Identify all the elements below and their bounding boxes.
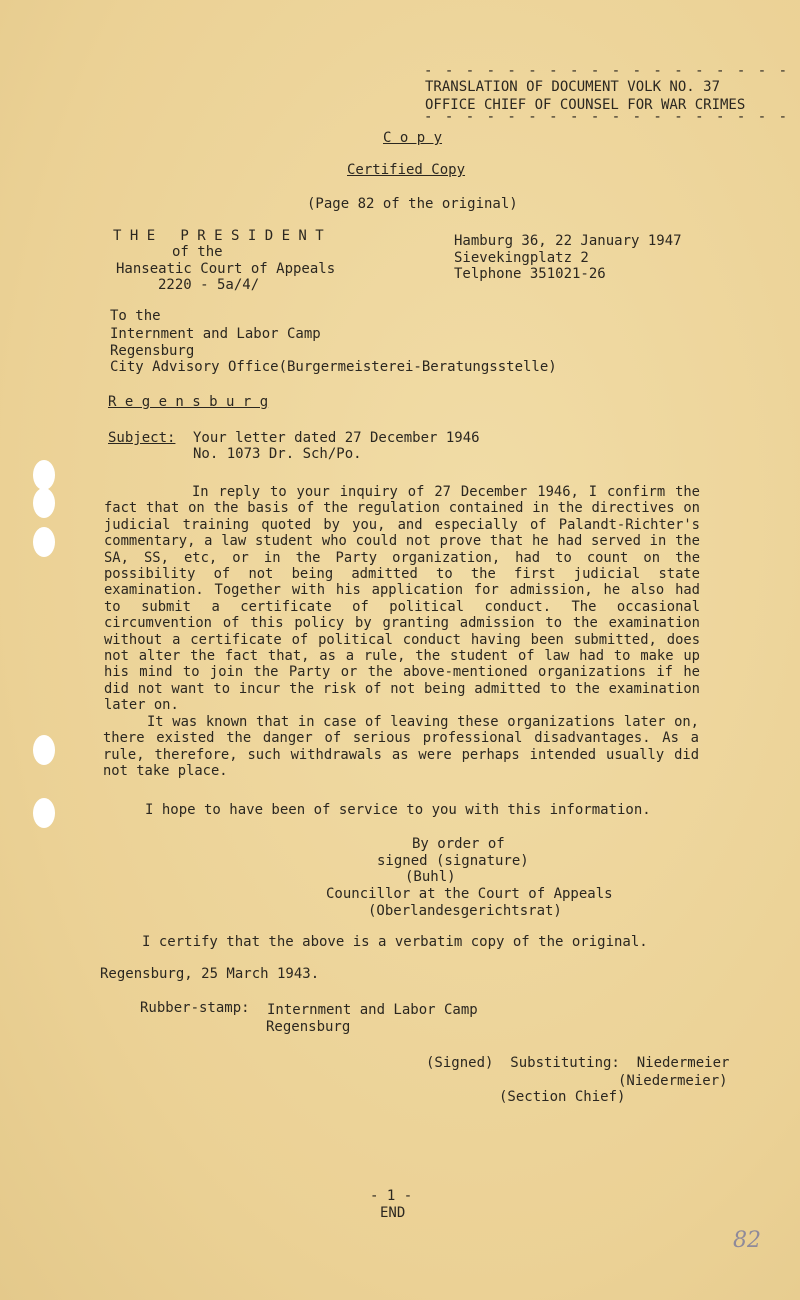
certification-place-date: Regensburg, 25 March 1943. <box>100 966 320 982</box>
signed-line-3: (Section Chief) <box>499 1089 626 1105</box>
city-heading: R e g e n s b u r g <box>108 394 269 410</box>
end-marker: END <box>380 1205 406 1221</box>
header-dash-top: - - - - - - - - - - - - - - - - - - <box>424 63 790 79</box>
sender-line-3: Hanseatic Court of Appeals <box>116 261 336 277</box>
handwritten-page-number: 82 <box>733 1228 761 1253</box>
signature-line-3: (Buhl) <box>405 869 456 885</box>
stamp-line-2: Regensburg <box>266 1019 351 1035</box>
stamp-label: Rubber-stamp: <box>140 1000 250 1016</box>
subject-line-2: No. 1073 Dr. Sch/Po. <box>193 446 362 462</box>
stamp-line-1: Internment and Labor Camp <box>267 1002 478 1018</box>
sender-line-4: 2220 - 5a/4/ <box>158 277 260 293</box>
subject-line-1: Your letter dated 27 December 1946 <box>193 430 480 446</box>
copy-label: C o p y <box>383 130 443 146</box>
recipient-line-3: Regensburg <box>110 343 195 359</box>
signature-line-2: signed (signature) <box>377 853 529 869</box>
place-date-line-1: Hamburg 36, 22 January 1947 <box>454 233 682 249</box>
page-reference: (Page 82 of the original) <box>307 196 518 212</box>
signature-line-4: Councillor at the Court of Appeals <box>326 886 613 902</box>
body-paragraph-2: It was known that in case of leaving these organizations later on, there existed the danger of serious professional disadvantages. As a rule, therefore, such withdrawals as were perhaps intended usually did not take place. <box>103 714 699 780</box>
certified-copy-label: Certified Copy <box>347 162 466 178</box>
signature-line-5: (Oberlandesgerichtsrat) <box>368 903 562 919</box>
place-date-line-2: Sievekingplatz 2 <box>454 250 589 266</box>
signed-line-2: (Niedermeier) <box>618 1073 728 1089</box>
recipient-line-2: Internment and Labor Camp <box>110 326 321 342</box>
sender-line-2: of the <box>172 244 223 260</box>
body-paragraph-3: I hope to have been of service to you with this information. <box>145 802 651 818</box>
header-line-1: TRANSLATION OF DOCUMENT VOLK NO. 37 <box>425 79 721 95</box>
header-line-2: OFFICE CHIEF OF COUNSEL FOR WAR CRIMES <box>425 97 746 113</box>
page-number: - 1 - <box>370 1188 413 1204</box>
punch-hole-2 <box>33 488 55 518</box>
punch-hole-5 <box>33 798 55 828</box>
recipient-line-1: To the <box>110 308 161 324</box>
punch-hole-4 <box>33 735 55 765</box>
place-date-line-3: Telphone 351021-26 <box>454 266 606 282</box>
punch-hole-1 <box>33 460 55 490</box>
header-dash-bottom: - - - - - - - - - - - - - - - - - - <box>424 109 790 125</box>
signature-line-1: By order of <box>412 836 505 852</box>
certification-text: I certify that the above is a verbatim copy of the original. <box>142 934 648 950</box>
punch-hole-3 <box>33 527 55 557</box>
subject-label: Subject: <box>108 430 176 446</box>
sender-line-1: T H E P R E S I D E N T <box>113 228 324 244</box>
recipient-line-4: City Advisory Office(Burgermeisterei-Beratungsstelle) <box>110 359 557 375</box>
body-paragraph-1: In reply to your inquiry of 27 December 1946, I confirm the fact that on the basis of the regulation contained in the directives on judicial training quoted by you, and especially of Palandt-Richter's commentary, a law student who could not prove that he had served in the SA, SS, etc, or in the Party organization, had to count on the possibility of not being admitted to the first judicial state examination. Together with his application for admission, he also had to submit a certificate of political conduct. The occasional circumvention of this policy by granting admission to the examination without a certificate of political conduct having been submitted, does not alter the fact that, as a rule, the student of law had to make up his mind to join the Party or the above-mentioned organizations if he did not want to incur the risk of not being admitted to the examination later on. <box>104 484 700 714</box>
signed-line-1: (Signed) Substituting: Niedermeier <box>426 1055 730 1071</box>
